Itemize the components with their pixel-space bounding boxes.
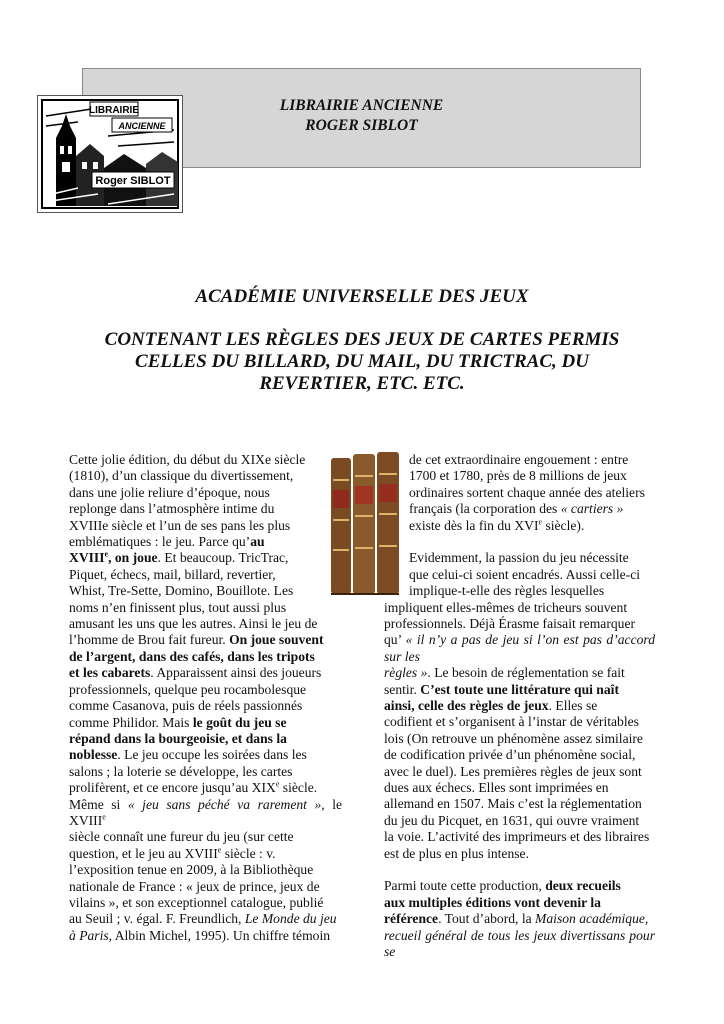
text-line: 1700 et 1780, près de 8 millions de jeux: [409, 468, 627, 484]
text-bold: aux multiples éditions vont devenir la: [384, 894, 601, 910]
text-line: dans une jolie reliure d’époque, nous: [69, 484, 270, 500]
text-line: Même si: [69, 796, 128, 812]
text-line: Whist, Tre-Sette, Domino, Bouillote. Les: [69, 583, 294, 599]
text-line: comme Casanova, puis de réels passionnés: [69, 698, 303, 714]
text-line: ordinaires sortent chaque année des ateliers: [409, 484, 645, 500]
main-title-line2: CONTENANT LES RÈGLES DES JEUX DE CARTES PERMIS: [104, 329, 620, 350]
text-line: impliquent elles-mêmes de tricheurs souvent: [384, 599, 628, 615]
logo-text-top: LIBRAIRIE: [89, 105, 139, 116]
text-line: implique-t-elle des règles lesquelles: [409, 583, 605, 599]
text-italic: Maison académique,: [535, 911, 649, 927]
text-line: est de plus en plus intense.: [384, 845, 529, 861]
text-line: replonge dans l’atmosphère intime du: [69, 501, 275, 517]
text-line: siècle connaît une fureur du jeu (sur cette: [69, 829, 294, 845]
text-line: de codification privée d’un phénomène social,: [384, 747, 636, 763]
text-bold: , on joue: [108, 550, 158, 566]
text-bold: XVIII: [69, 550, 105, 566]
text-bold: au: [250, 534, 265, 550]
text-line: professionnels. Déjà Érasme faisait remarquer: [384, 616, 636, 631]
text-line: existe dès la fin du XVI: [409, 517, 539, 533]
text-line: XVIIIe siècle et l’un de ses pans les plus: [69, 517, 291, 533]
superscript: e: [104, 549, 109, 559]
main-title-line3: CELLES DU BILLARD, DU MAIL, DU TRICTRAC, DU: [135, 351, 589, 372]
main-title-line4: REVERTIER, ETC. ETC.: [259, 373, 465, 394]
text-line: avec le duel). Les premières règles de jeux sont: [384, 763, 642, 779]
text-line: noms n’en finissent plus, tout aussi plus: [69, 599, 287, 615]
text-line: siècle.: [279, 780, 318, 796]
text-italic: Le Monde du jeu: [244, 911, 337, 927]
text-line: question, et le jeu au XVIII: [69, 845, 218, 861]
text-bold: et les cabarets: [69, 665, 151, 681]
text-line: lois (On retrouve un phénomène assez similaire: [384, 730, 643, 746]
bookshop-name-line2: ROGER SIBLOT: [305, 117, 418, 134]
text-bold: deux recueils: [545, 878, 621, 894]
text-line: du jeu du Picquet, en 1631, qui ouvre vraiment: [384, 812, 640, 828]
text-line: (1810), d’un classique du divertissement,: [69, 468, 294, 484]
text-bold: le goût du jeu se: [192, 714, 287, 730]
superscript: e: [102, 812, 106, 822]
text-line: Cette jolie édition, du début du XIXe siècle: [69, 452, 306, 467]
right-column-upper: [409, 452, 655, 600]
text-line: . Tout d’abord, la: [438, 911, 536, 927]
text-line: , Albin Michel, 1995). Un chiffre témoin: [108, 927, 331, 943]
text-italic: « il n’y a pas de jeu si l’on est pas d’accord sur les: [384, 632, 655, 664]
text-line: emblématiques : le jeu. Parce qu’: [69, 534, 251, 550]
text-line: . Le jeu occupe les soirées dans les: [117, 747, 307, 763]
text-line: l’homme de Brou fait fureur.: [69, 632, 230, 648]
text-line: Evidemment, la passion du jeu nécessite: [409, 550, 629, 566]
text-line: l’exposition tenue en 2009, à la Bibliothèque: [69, 862, 314, 878]
main-title-line1: ACADÉMIE UNIVERSELLE DES JEUX: [195, 286, 529, 307]
text-line: . Et beaucoup. TricTrac,: [157, 550, 289, 566]
left-column: [69, 452, 342, 944]
text-bold: ainsi, celle des règles de jeux: [384, 698, 549, 714]
text-line: nationale de France : « jeux de prince, jeux de: [69, 878, 320, 894]
right-column-lower: [384, 600, 655, 961]
text-line: vilains », et son exceptionnel catalogue, publié: [69, 894, 324, 910]
text-italic: à Paris: [69, 927, 109, 943]
text-line: qu’: [384, 632, 406, 648]
logo-text-bottom: Roger SIBLOT: [95, 175, 171, 187]
text-bold: répand dans la bourgeoisie, et dans la: [69, 730, 287, 746]
text-bold: de l’argent, dans des cafés, dans les tripots: [69, 648, 315, 664]
text-bold: référence: [384, 911, 439, 927]
bookshop-name-line1: LIBRAIRIE ANCIENNE: [279, 97, 444, 114]
text-line: amusant les uns que les autres. Ainsi le jeu de: [69, 616, 318, 632]
text-line: codifient et s’organisent à l’instar de véritables: [384, 714, 639, 730]
text-line: français (la corporation des: [409, 501, 561, 517]
text-line: dues aux échecs. Elles sont imprimées en: [384, 780, 609, 796]
text-line: siècle : v.: [221, 845, 276, 861]
bookshop-logo: [37, 95, 183, 213]
text-line: sentir.: [384, 681, 421, 697]
text-line: . Elles se: [548, 698, 598, 714]
bookshop-logo-drawing: [38, 96, 182, 212]
text-line: siècle).: [542, 517, 585, 533]
text-line: allemand en 1507. Mais c’est la réglementation: [384, 796, 642, 812]
text-bold: On joue souvent: [229, 632, 324, 648]
text-line: que celui-ci soient encadrés. Aussi celle-ci: [409, 566, 641, 582]
text-line: . Le besoin de réglementation se fait: [427, 665, 625, 681]
text-line: de cet extraordinaire engouement : entre: [409, 452, 629, 467]
text-italic: recueil général de tous les jeux divertissans pour se: [384, 927, 655, 960]
text-italic: « cartiers »: [560, 501, 624, 517]
text-line: au Seuil ; v. égal. F. Freundlich,: [69, 911, 245, 927]
text-italic: « jeu sans péché va rarement »: [127, 796, 322, 812]
text-line: comme Philidor. Mais: [69, 714, 193, 730]
text-line: la voie. L’activité des imprimeurs et des libraires: [384, 829, 650, 845]
text-line: , le XVIII: [69, 796, 343, 828]
superscript: e: [538, 517, 543, 527]
text-bold: noblesse: [69, 747, 118, 763]
text-italic: règles »: [384, 665, 428, 681]
superscript: e: [275, 779, 280, 789]
text-line: Parmi toute cette production,: [384, 878, 546, 894]
text-line: Piquet, échecs, mail, billard, revertier,: [69, 566, 276, 582]
text-bold: C’est toute une littérature qui naît: [420, 681, 619, 697]
text-line: . Apparaissent ainsi des joueurs: [150, 665, 322, 681]
superscript: e: [217, 845, 222, 855]
text-line: professionnels, quelque peu rocambolesque: [69, 681, 307, 697]
logo-text-mid: ANCIENNE: [118, 121, 166, 131]
text-line: salons ; la loterie se développe, les cartes: [69, 763, 293, 779]
text-line: prolifèrent, et ce encore jusqu’au XIX: [69, 780, 276, 796]
